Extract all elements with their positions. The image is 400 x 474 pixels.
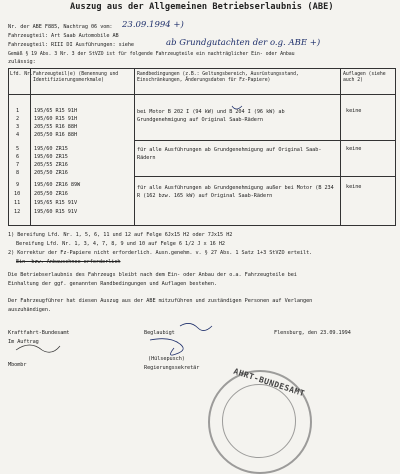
- col-header-nr: Lfd. Nr.: [10, 72, 33, 77]
- group2-conditions: für alle Ausführungen ab Grundgenehmigung auf Original Saab-Rädern: [137, 147, 322, 161]
- row-part: 195/60 ZR16 89W: [34, 182, 81, 188]
- footnote-1b: Bereifung Lfd. Nr. 1, 3, 4, 7, 8, 9 und 10 auf Felge 6 1/2 J x 16 H2: [16, 241, 225, 247]
- row-part: 205/50 ZR16: [34, 170, 68, 176]
- row-part: 205/55 ZR16: [34, 162, 68, 168]
- abe-number-line: Nr. der ABE F885, Nachtrag 06 vom:: [8, 24, 113, 30]
- row-part: 195/60 ZR15: [34, 154, 68, 160]
- row-nr: 8: [16, 170, 20, 176]
- row-nr: 6: [16, 154, 20, 160]
- official-seal: [208, 370, 312, 474]
- row-nr: 3: [16, 124, 20, 130]
- row-part: 195/65 R15 91H: [34, 108, 78, 114]
- annotation-mark: [232, 106, 242, 109]
- place-date: Flensburg, den 23.09.1994: [274, 330, 351, 336]
- variant-line: Fahrzeugteil: RIII DI Ausführungen: siehe: [8, 42, 134, 48]
- row-nr: 9: [16, 182, 20, 188]
- handwritten-date: 23.09.1994 +): [122, 20, 184, 30]
- certified-label: Beglaubigt: [144, 330, 175, 336]
- footnote-2: 2) Korrektur der Fz-Papiere nicht erforderlich. Ausn.genehm. v. § 27 Abs. 1 Satz 1+3 StVZO erteilt.: [8, 250, 313, 256]
- signature-scribble: [180, 323, 212, 330]
- row-nr: 1: [16, 108, 20, 114]
- row-nr: 7: [16, 162, 20, 168]
- seal-text: AHRT-BUNDESAMT: [232, 366, 307, 399]
- permitted-line: zulässig:: [8, 59, 36, 65]
- footnote-1: 1) Bereifung Lfd. Nr. 1, 5, 6, 11 und 12 auf Felge 6Jx15 H2 oder 7Jx15 H2: [8, 232, 233, 238]
- col-header-conditions: Randbedingungen (z.B.: Geltungsbereich, Ausrüstungsstand, Einschränkungen, Änderungsdaten für Fz-Papiere): [137, 72, 299, 83]
- certifier-name: (Hülsepusch): [148, 356, 185, 362]
- group2-notes: keine: [346, 146, 362, 152]
- authority-name: Kraftfahrt-Bundesamt: [8, 330, 70, 336]
- row-nr: 4: [16, 132, 20, 138]
- row-nr: 12: [14, 209, 21, 215]
- row-part: 195/60 R15 91H: [34, 116, 78, 122]
- certifier-title: Regierungssekretär: [144, 365, 200, 371]
- paragraph-line: Einhaltung der ggf. genannten Randbedingungen und Auflagen bestehen.: [8, 281, 217, 287]
- col-header-part: Fahrzeugteil(e) (Benennung und Identifizierungsmerkmale): [33, 72, 119, 83]
- row-nr: 5: [16, 146, 20, 152]
- signature-scribble: [150, 339, 183, 355]
- paragraph-line: auszuhändigen.: [8, 307, 52, 313]
- document-title: Auszug aus der Allgemeinen Betriebserlaubnis (ABE): [70, 2, 334, 12]
- legal-basis-line: Gemäß § 19 Abs. 3 Nr. 3 der StVZO ist für folgende Fahrzeugteile ein nachträglicher Ein- oder Anbau: [8, 51, 295, 57]
- manufacturer-line: Fahrzeugteil: Art Saab Automobile AB: [8, 33, 119, 39]
- row-nr: 10: [14, 191, 21, 197]
- handwritten-variant: ab Grundgutachten der o.g. ABE +): [166, 38, 321, 48]
- official-seal-inner: [222, 384, 296, 458]
- row-nr: 11: [14, 200, 21, 206]
- signature-scribble: [16, 345, 60, 352]
- row-part: 195/60 ZR15: [34, 146, 68, 152]
- row-part: 205/55 R16 88H: [34, 124, 78, 130]
- row-part: 205/50 ZR16: [34, 191, 68, 197]
- footnote-2b-struck: Ein- bzw. Anbauschnee erforderlich: [16, 259, 121, 265]
- group3-conditions: für alle Ausführungen ab Grundgenehmigung außer bei Motor (B 234 R (162 bzw. 165 kW) auf Original Saab-Rädern: [137, 185, 334, 199]
- row-part: 195/65 R15 91V: [34, 200, 78, 206]
- group1-notes: keine: [346, 108, 362, 114]
- row-part: 195/60 R15 91V: [34, 209, 78, 215]
- row-part: 205/50 R16 88H: [34, 132, 78, 138]
- paragraph-line: Die Betriebserlaubnis des Fahrzeugs bleibt nach dem Ein- oder Anbau der o.a. Fahrzeugteile bei: [8, 272, 297, 278]
- group3-notes: keine: [346, 184, 362, 190]
- on-behalf: Im Auftrag: [8, 339, 39, 345]
- paragraph-line: Der Fahrzeugführer hat diesen Auszug aus der ABE mitzuführen und zuständigen Personen auf Verlangen: [8, 298, 313, 304]
- signature-name: Mbombr: [8, 362, 27, 368]
- group1-conditions: bei Motor B 202 I (94 kW) und B 204 I (96 kW) ab Grundgenehmigung auf Original Saab-Rädern: [137, 109, 285, 123]
- col-header-notes: Auflagen (siehe auch 2): [343, 72, 386, 83]
- row-nr: 2: [16, 116, 20, 122]
